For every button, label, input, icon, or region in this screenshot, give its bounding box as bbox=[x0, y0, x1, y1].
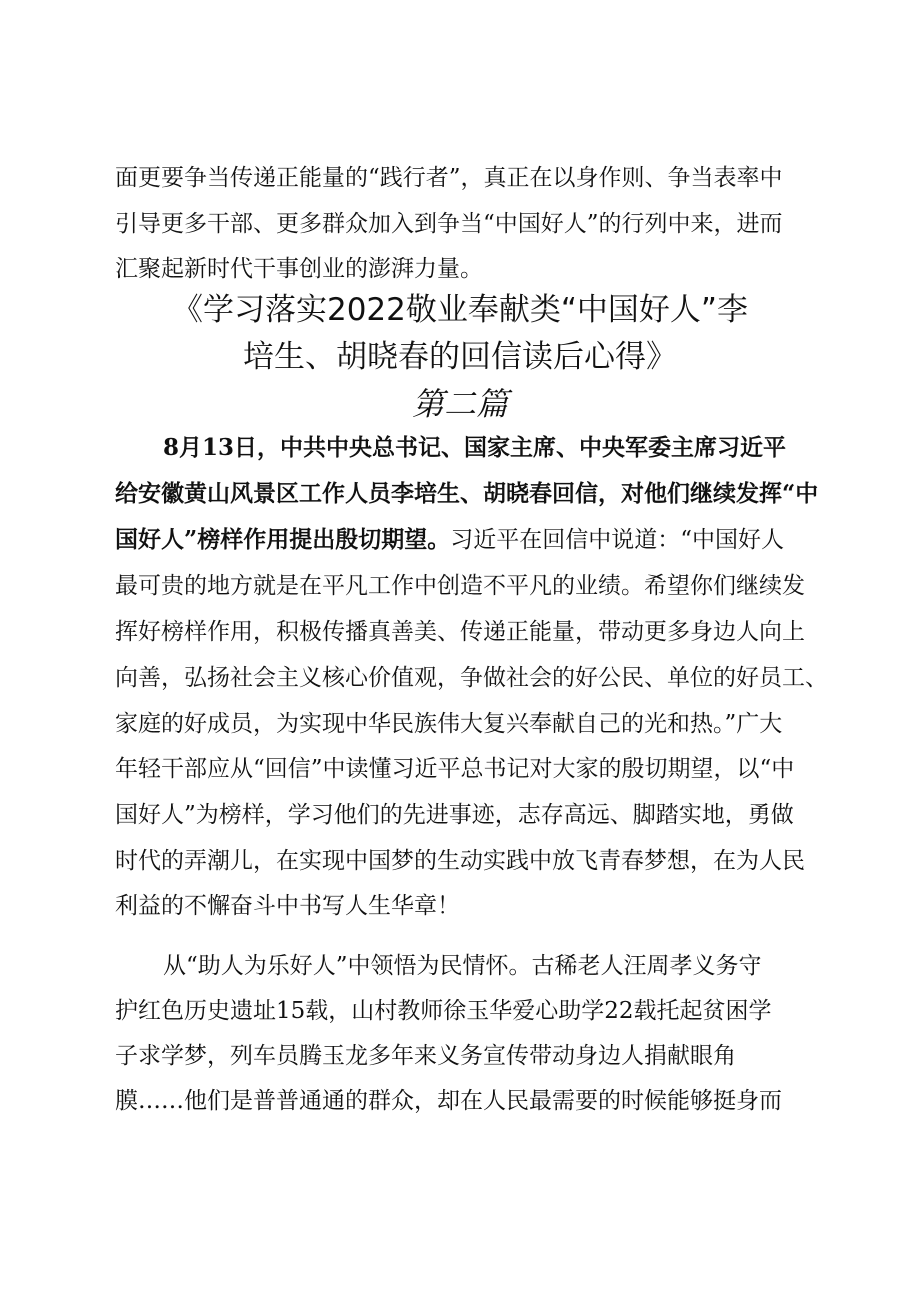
paragraph-line: 向善，弘扬社会主义核心价值观，争做社会的好公民、单位的好员工、 bbox=[115, 665, 828, 691]
paragraph-line: 家庭的好成员，为实现中华民族伟大复兴奉献自己的光和热。”广大 bbox=[115, 711, 783, 737]
paragraph-line: 利益的不懈奋斗中书写人生华章！ bbox=[115, 893, 460, 919]
paragraph-line: 时代的弄潮儿，在实现中国梦的生动实践中放飞青春梦想，在为人民 bbox=[115, 848, 805, 874]
paragraph-text: 习近平在回信中说道：“中国好人 bbox=[450, 527, 784, 553]
document-subtitle: 第二篇 bbox=[411, 385, 508, 423]
paragraph-bold-text: 国好人”榜样作用提出殷切期望。 bbox=[115, 526, 451, 553]
paragraph-line: 8月13日，中共中央总书记、国家主席、中央军委主席习近平 bbox=[163, 434, 787, 461]
paragraph-line: 护红色历史遗址15载，山村教师徐玉华爱心助学22载托起贫困学 bbox=[115, 998, 772, 1024]
paragraph-line: 给安徽黄山风景区工作人员李培生、胡晓春回信，对他们继续发挥“中 bbox=[115, 480, 819, 507]
paragraph-line: 膜……他们是普普通通的群众，却在人民最需要的时候能够挺身而 bbox=[115, 1088, 782, 1114]
paragraph-line: 挥好榜样作用，积极传播真善美、传递正能量，带动更多身边人向上 bbox=[115, 619, 805, 645]
paragraph-line bbox=[115, 525, 784, 555]
paragraph-line: 从“助人为乐好人”中领悟为民情怀。古稀老人汪周孝义务守 bbox=[163, 953, 762, 979]
document-title: 《学习落实2022敬业奉献类“中国好人”李 bbox=[171, 292, 748, 328]
paragraph-line: 年轻干部应从“回信”中读懂习近平总书记对大家的殷切期望，以“中 bbox=[115, 756, 795, 782]
intro-line: 引导更多干部、更多群众加入到争当“中国好人”的行列中来，进而 bbox=[115, 211, 783, 237]
paragraph-line: 国好人”为榜样，学习他们的先进事迹，志存高远、脚踏实地，勇做 bbox=[115, 802, 794, 828]
document-title: 培生、胡晓春的回信读后心得》 bbox=[243, 339, 677, 375]
intro-line: 汇聚起新时代干事创业的澎湃力量。 bbox=[115, 256, 483, 282]
paragraph-line: 子求学梦，列车员腾玉龙多年来义务宣传带动身边人捐献眼角 bbox=[115, 1043, 736, 1069]
intro-line: 面更要争当传递正能量的“践行者”，真正在以身作则、争当表率中 bbox=[115, 165, 783, 191]
paragraph-line: 最可贵的地方就是在平凡工作中创造不平凡的业绩。希望你们继续发 bbox=[115, 573, 805, 599]
